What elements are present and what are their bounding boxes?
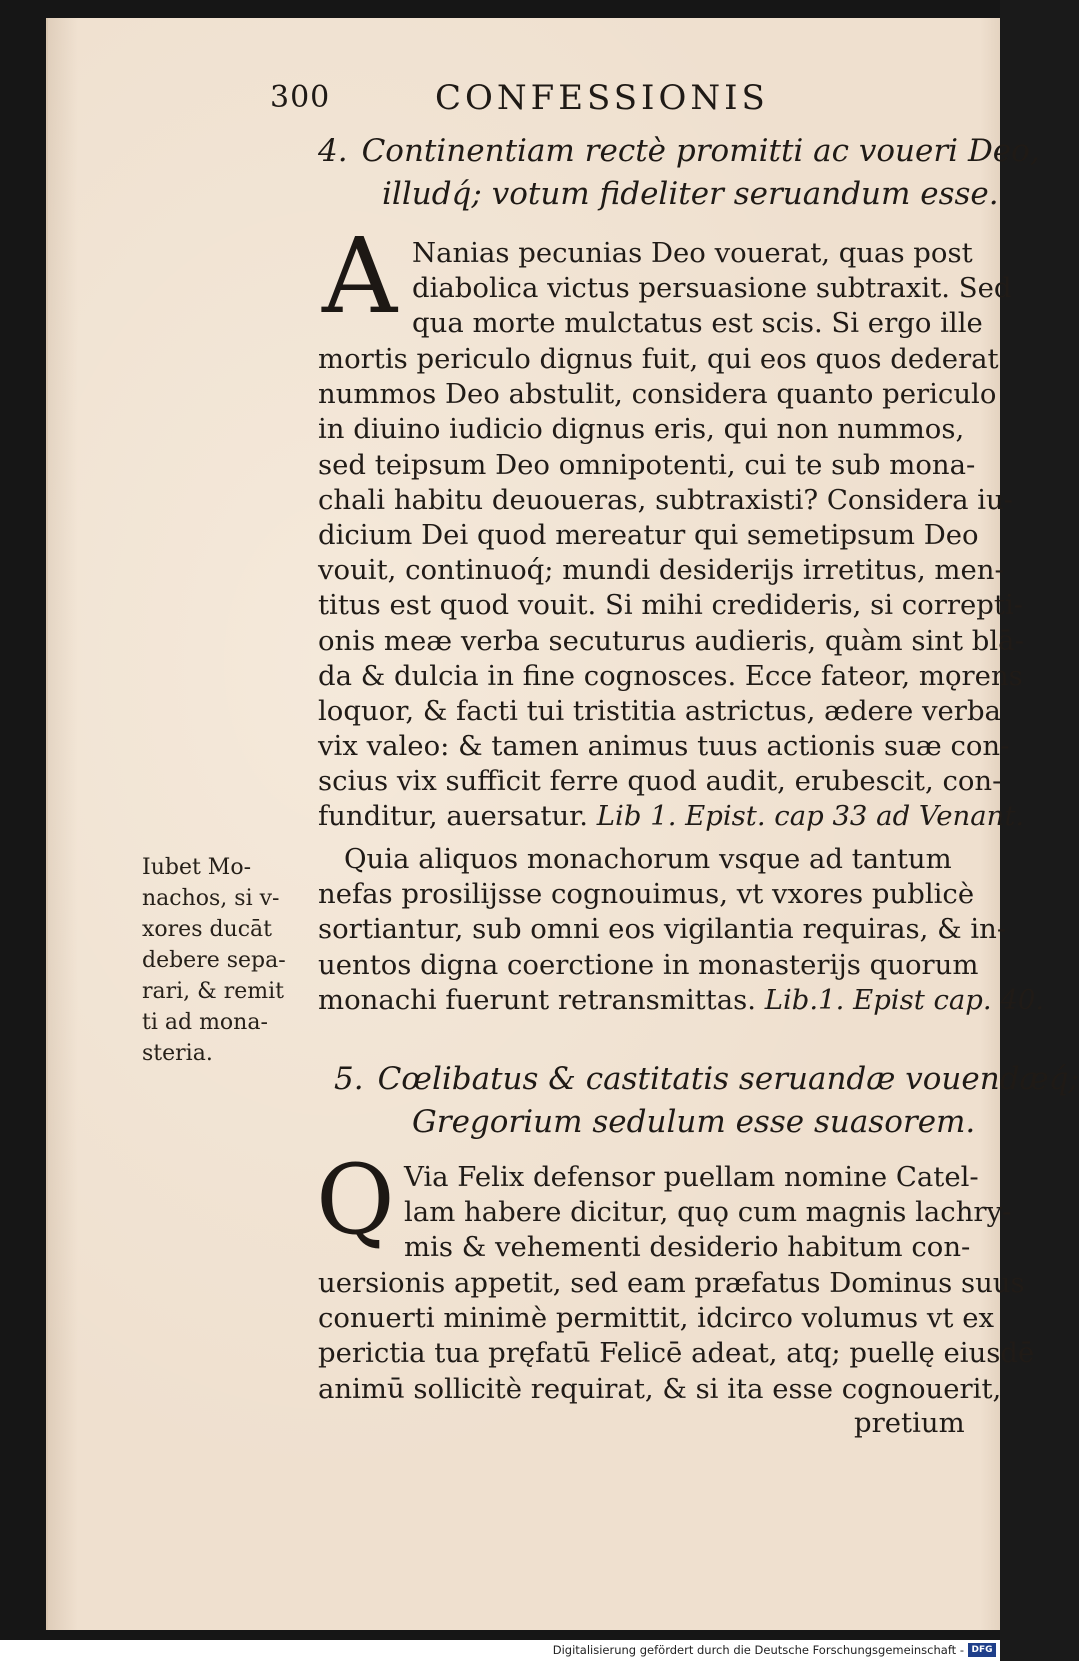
text-line: mortis periculo dignus fuit, qui eos quos dederat bbox=[318, 343, 999, 375]
text-line-with-citation bbox=[318, 799, 1024, 834]
text-line: titus est quod vouit. Si mihi credideris, si correpti- bbox=[318, 589, 1024, 622]
text-line: nummos Deo abstulit, considera quanto periculo bbox=[318, 378, 997, 411]
text-line: sortiantur, sub omni eos vigilantia requiras, & in- bbox=[318, 913, 1007, 946]
marginal-line: Iubet Mo- bbox=[142, 855, 252, 880]
marginal-line: steria. bbox=[142, 1041, 213, 1066]
section-5-text-indented bbox=[404, 1160, 1011, 1266]
text-fragment: monachi fuerunt retransmittas. bbox=[318, 983, 756, 1016]
section-5-heading-line: Cœlibatus & castitatis seruandæ vouendæq́; bbox=[377, 1061, 1079, 1097]
text-line: mis & vehementi desiderio habitum con- bbox=[404, 1231, 971, 1264]
page-header bbox=[270, 70, 810, 120]
text-line: loquor, & facti tui tristitia astrictus, ædere verba bbox=[318, 694, 1001, 727]
dfg-logo: DFG bbox=[968, 1643, 996, 1657]
section-4-text bbox=[318, 342, 1024, 835]
drop-cap-a: A bbox=[322, 215, 398, 337]
catchword-text: pretium bbox=[854, 1407, 965, 1439]
text-line: Quia aliquos monachorum vsque ad tantum bbox=[344, 843, 952, 875]
marginal-line: nachos, si v- bbox=[142, 886, 280, 911]
text-line: uersionis appetit, sed eam præfatus Dominus suus bbox=[318, 1267, 1025, 1299]
section-4-number: 4. bbox=[318, 133, 348, 169]
marginal-line: rari, & remit bbox=[142, 979, 285, 1004]
section-4-heading-line: illudq́; votum fideliter seruandum esse. bbox=[382, 176, 999, 212]
text-line: nefas prosilijsse cognouimus, vt vxores publicè bbox=[318, 878, 975, 911]
section-5-number: 5. bbox=[334, 1061, 364, 1097]
text-line: diabolica victus persuasione subtraxit. Sed bbox=[412, 272, 1012, 305]
text-line: chali habitu deuoueras, subtraxisti? Considera iu- bbox=[318, 483, 1014, 516]
text-line: vix valeo: & tamen animus tuus actionis suæ con- bbox=[318, 730, 1010, 763]
section-4-heading bbox=[318, 130, 1040, 216]
section-5-heading-line: Gregorium sedulum esse suasorem. bbox=[412, 1104, 976, 1140]
text-line: scius vix sufficit ferre quod audit, erubescit, con- bbox=[318, 765, 1002, 798]
page-number: 300 bbox=[270, 80, 331, 115]
text-line-with-citation bbox=[318, 983, 1044, 1018]
text-line: da & dulcia in fine cognosces. Ecce fateor, mǫrens bbox=[318, 659, 1023, 692]
catchword bbox=[854, 1406, 965, 1441]
footer-strip bbox=[0, 1640, 1000, 1661]
text-line: uentos digna coerctione in monasterijs quorum bbox=[318, 948, 979, 981]
text-line: dicium Dei quod mereatur qui semetipsum Deo bbox=[318, 518, 979, 551]
marginal-note bbox=[142, 852, 286, 1069]
marginal-line: xores ducāt bbox=[142, 917, 273, 942]
text-line: Via Felix defensor puellam nomine Catel- bbox=[404, 1161, 979, 1193]
running-title: CONFESSIONIS bbox=[435, 78, 769, 118]
marginal-line: debere sepa- bbox=[142, 948, 286, 973]
text-line: onis meæ verba secuturus audieris, quàm sint blā- bbox=[318, 624, 1024, 657]
text-line: animū sollicitè requirat, & si ita esse cognouerit, bbox=[318, 1372, 1002, 1405]
section-4-text-indented bbox=[412, 236, 1011, 342]
section-5-heading bbox=[334, 1058, 1079, 1144]
marginal-line: ti ad mona- bbox=[142, 1010, 268, 1035]
text-line: conuerti minimè permittit, idcirco volumus vt ex bbox=[318, 1302, 994, 1335]
section-4-paragraph-2 bbox=[318, 842, 1044, 1018]
text-line: qua morte mulctatus est scis. Si ergo ille bbox=[412, 307, 983, 340]
digitization-credit: Digitalisierung gefördert durch die Deutsche Forschungsgemeinschaft - bbox=[552, 1643, 964, 1657]
text-line: lam habere dicitur, quǫ cum magnis lachry- bbox=[404, 1196, 1012, 1229]
section-4-heading-line: Continentiam rectè promitti ac voueri Deo, bbox=[361, 133, 1040, 169]
text-line: Nanias pecunias Deo vouerat, quas post bbox=[412, 237, 973, 269]
citation: Lib.1. Epist cap. 40. bbox=[764, 983, 1045, 1016]
section-5-text bbox=[318, 1266, 1034, 1407]
text-line: vouit, continuoq́; mundi desiderijs irretitus, men- bbox=[318, 554, 1004, 587]
text-fragment: funditur, auersatur. bbox=[318, 800, 589, 833]
text-line: perictia tua pręfatū Felicē adeat, atq; puellę eiusdē bbox=[318, 1337, 1035, 1370]
citation: Lib 1. Epist. cap 33 ad Venant. bbox=[596, 800, 1025, 833]
text-line: in diuino iudicio dignus eris, qui non nummos, bbox=[318, 413, 965, 446]
text-line: sed teipsum Deo omnipotenti, cui te sub mona- bbox=[318, 448, 976, 481]
drop-cap-q: Q bbox=[316, 1144, 395, 1256]
